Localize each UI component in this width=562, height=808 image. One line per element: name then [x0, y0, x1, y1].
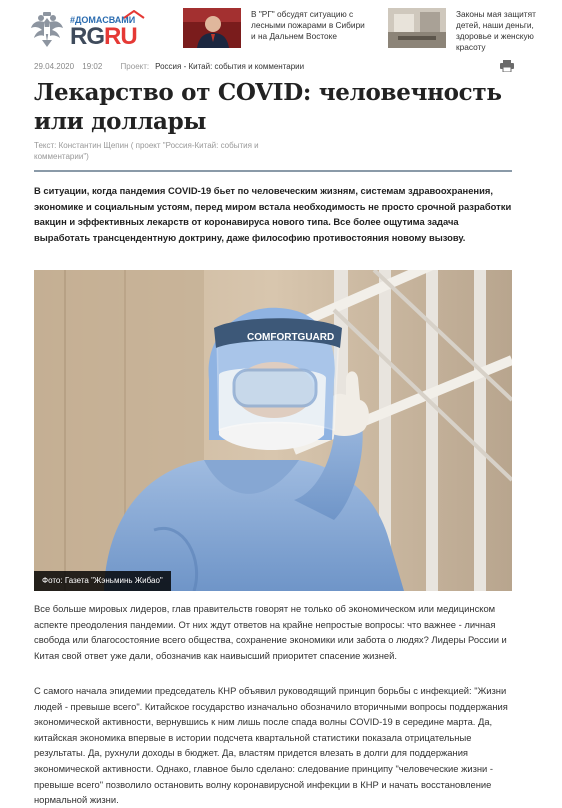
article-time: 19:02 [82, 62, 103, 71]
site-logo[interactable] [30, 8, 150, 50]
article-photo [34, 270, 512, 591]
project-label: Проект: [120, 62, 150, 71]
teaser-link[interactable] [388, 8, 558, 50]
home-icon [123, 10, 145, 22]
site-header [0, 0, 562, 56]
hashtag-text: #ДОМАСВАМИ [70, 15, 136, 25]
divider [34, 170, 512, 172]
photo-illustration [34, 270, 512, 591]
logo-rg: RG [70, 23, 104, 50]
article-meta [34, 62, 310, 71]
article-title: Лекарство от COVID: человечность или доллары [34, 79, 502, 135]
teaser-text: В "РГ" обсудят ситуацию с лесными пожарами в Сибири и на Дальнем Востоке [251, 9, 365, 41]
article-date: 29.04.2020 [34, 62, 75, 71]
article-lead: В ситуации, когда пандемия COVID-19 бьет по человеческим жизням, системам здравоохранения, экономике и социальным устоям, перед миром встала необходимость не просто срочной разработки вакцин и эффективных лекарств от коронавируса нового типа. Все более ощутима задача выработать трансцендентную доктрину, даже философию противостояния новому вызову. [34, 185, 512, 243]
teaser-thumbnail [183, 8, 241, 48]
article-paragraph: Все больше мировых лидеров, глав правительств говорят не только об экономическом или медицинском аспекте преодоления пандемии. От них ждут ответов на крайне непростые вопросы: что важнее - личная свобода или благосостояние всего общества, сохранение экономики или забота о людях? Лидеры России и Китая свой ответ уже дали, обозначив как наивысший приоритет спасение жизней. [34, 603, 507, 661]
visor-text: COMFORTGUARD [247, 332, 335, 343]
article-byline: Текст: Константин Щепин ( проект "Россия-Китай: события и комментарии") [34, 141, 259, 161]
teaser-link[interactable] [183, 8, 373, 50]
rgru-wordmark [70, 24, 137, 50]
article-paragraph: С самого начала эпидемии председатель КНР объявил руководящий принцип борьбы с инфекцией: "Жизни людей - превыше всего". Китайское государство изначально обозначило вторичными вопросы поддержания экономической активности, вернувшись к ним лишь после спада волны COVID-19 в середине марта. Да, китайская экономика впервые в истории подсчета квартальной статистики показала отрицательные результаты. Да, рухнули доходы в бюджет. Да, властям придется влезать в долги для поддержания экономической активности. Однако, главное было сделано: следование принципу "человеческие жизни - превыше всего" позволило остановить волну коронавирусной инфекции в КНР и начать восстановление нормальной жизни. [34, 685, 508, 806]
logo-ru: RU [104, 23, 137, 50]
print-icon[interactable] [500, 60, 514, 72]
coat-of-arms-icon [30, 12, 64, 48]
photo-caption: Фото: Газета "Жэньминь Жибао" [34, 571, 171, 591]
project-link[interactable]: Россия - Китай: события и комментарии [155, 62, 305, 71]
teaser-thumbnail [388, 8, 446, 48]
teaser-text: Законы мая защитят детей, наши деньги, здоровье и женскую красоту [456, 9, 536, 52]
